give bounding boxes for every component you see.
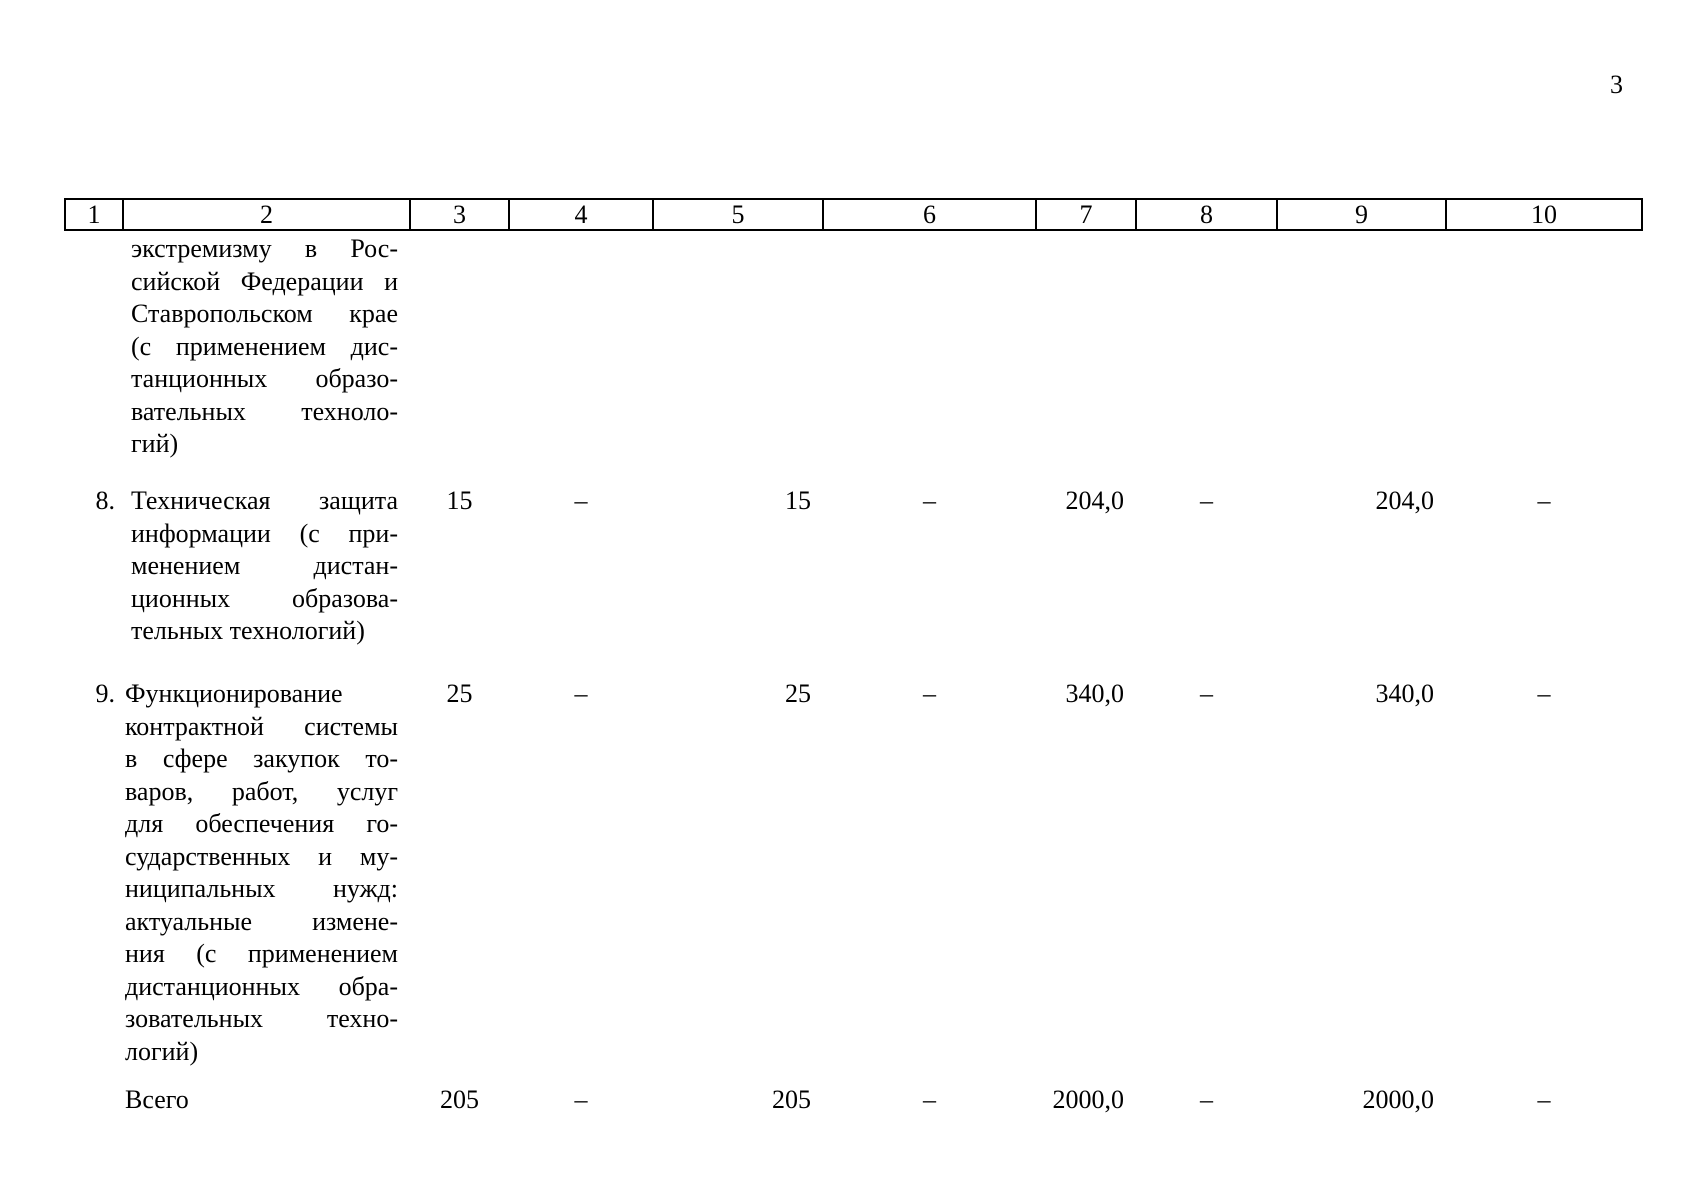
column-number-header: 4 [509,199,653,230]
course-name-line: экстремизму в Рос- [131,234,398,263]
value-cell-col8: – [1200,679,1213,708]
value-cell-col3: 15 [446,486,473,515]
course-name-line: в сфере закупок то- [125,744,398,773]
total-cell-col4: – [574,1085,588,1114]
course-name-line: контрактной системы [125,711,398,741]
course-name-line: зовательных техно- [125,1004,398,1033]
course-name-line: танционных образо- [131,364,398,393]
value-cell-col10: – [1537,679,1551,708]
column-number-header: 10 [1446,199,1642,230]
column-number-header: 7 [1036,199,1136,230]
value-cell-col6: – [923,679,936,708]
value-cell-col8: – [1200,486,1213,515]
value-cell-col4: – [574,679,588,708]
row-number-cell [65,1084,123,1117]
value-cell-col5: 25 [785,679,811,708]
course-name-line: ционных образова- [131,583,398,613]
total-cell-col6: – [923,1085,936,1114]
column-number-header: 6 [823,199,1036,230]
course-name-line: Техническая защита [131,486,398,515]
value-cell-col10: – [1537,486,1551,515]
total-cell-col8: – [1200,1085,1213,1114]
column-number-header: 1 [65,199,123,230]
value-cell-col6: – [923,486,936,515]
column-number-header: 2 [123,199,410,230]
course-name-line: варов, работ, услуг [125,776,398,806]
course-name-line: вательных техноло- [131,396,398,426]
total-cell-col10: – [1537,1085,1551,1114]
row-number-cell: 9. [95,679,115,708]
column-number-header: 3 [410,199,509,230]
course-name-line: логий) [125,1036,199,1066]
course-name-cell [123,678,410,1084]
value-cell-col4: – [574,486,588,515]
value-cell-col9: 204,0 [1375,486,1434,515]
table-row-continuation [65,230,1642,485]
table-row-total [65,1084,1642,1117]
course-name-line: ния (с применением [125,939,398,968]
course-name-line: информации (с при- [131,518,398,548]
table-row [65,485,1642,678]
course-name-line: сударственных и му- [125,841,398,871]
total-cell-col9: 2000,0 [1362,1085,1434,1114]
column-number-header: 8 [1136,199,1277,230]
data-table [64,198,1643,1117]
table-row [65,678,1642,1084]
course-name-line: ниципальных нужд: [125,874,398,903]
total-label-cell: Всего [125,1085,189,1114]
row-number-cell: 8. [95,486,115,515]
course-name-line: гий) [131,429,179,458]
course-name-line: Ставропольском крае [131,299,398,328]
column-number-header-row [65,199,1642,230]
value-cell-col5: 15 [785,486,811,515]
course-name-line: Функционирование [125,679,343,708]
value-cell-col3: 25 [446,679,473,708]
course-name-line: менением дистан- [131,551,398,580]
course-name-line: тельных технологий) [131,616,365,645]
value-cell-col9: 340,0 [1375,679,1434,708]
total-cell-col5: 205 [772,1085,811,1114]
total-cell-col3: 205 [440,1085,479,1114]
course-name-line: актуальные измене- [125,906,398,936]
column-number-header: 5 [653,199,823,230]
course-name-line: (с применением дис- [131,331,398,361]
course-name-line: дистанционных обра- [125,971,398,1001]
page-number: 3 [1610,70,1623,99]
value-cell-col7: 204,0 [1065,486,1124,515]
value-cell-col7: 340,0 [1065,679,1124,708]
course-name-cell [123,485,410,678]
total-cell-col7: 2000,0 [1052,1085,1124,1114]
row-number-cell [65,230,123,485]
course-name-line: сийской Федерации и [131,266,398,296]
course-name-cell [123,230,410,485]
course-name-line: для обеспечения го- [125,809,398,838]
column-number-header: 9 [1277,199,1446,230]
